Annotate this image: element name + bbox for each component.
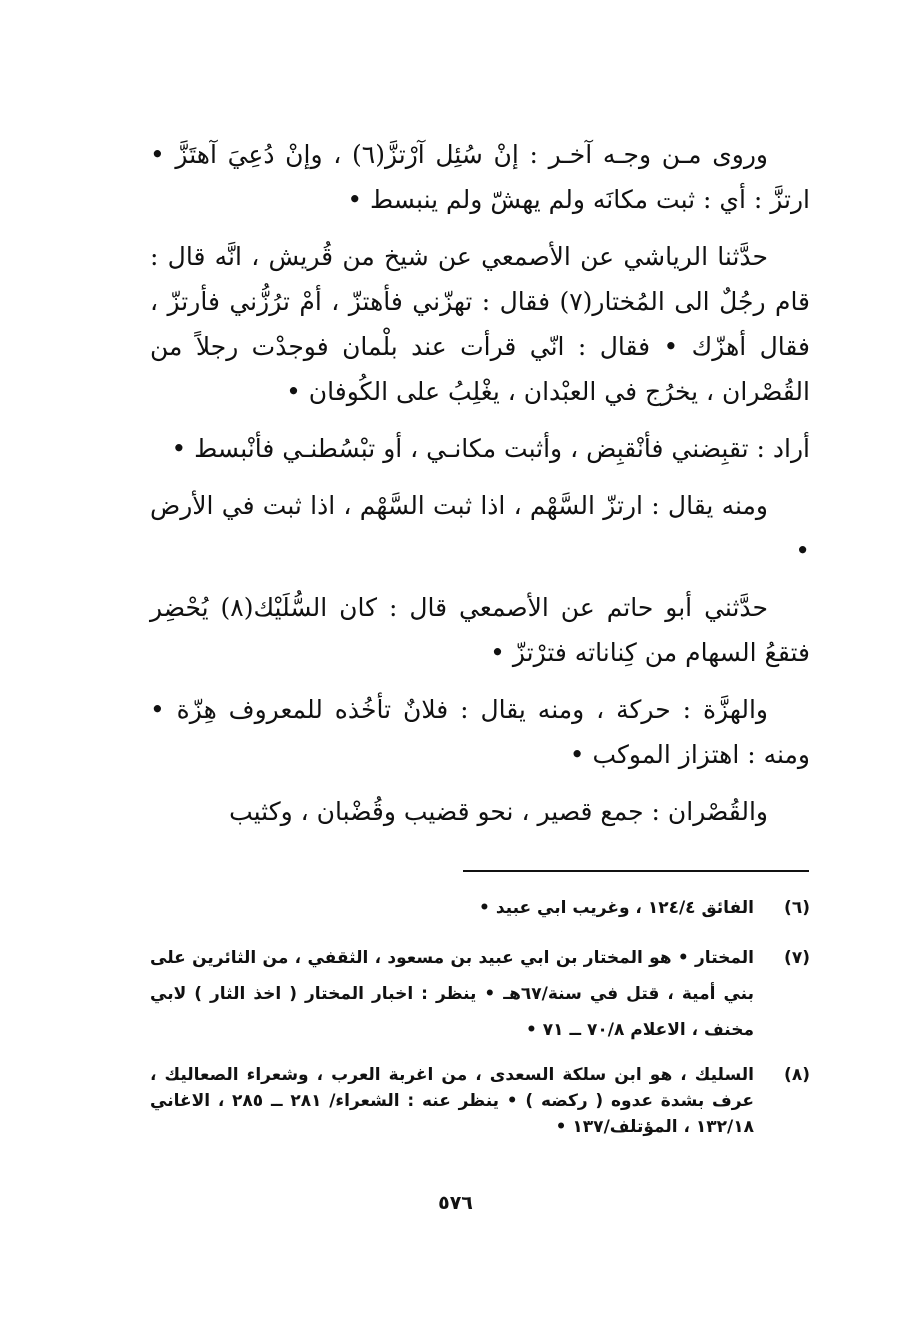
paragraph: والهزَّة : حركة ، ومنه يقال : فلانٌ تأخُذه للمعروف هِزّة • ومنه : اهتزاز الموكب • <box>150 695 810 769</box>
paragraph: حدَّثني أبو حاتم عن الأصمعي قال : كان السُّلَيْك(٨) يُحْضِر فتقعُ السهام من كِناناته فترْتزّ • <box>150 593 810 667</box>
footnote-number: (٧) <box>784 948 810 968</box>
footnote-number: (٦) <box>784 898 810 918</box>
footnote-text: المختار • هو المختار بن ابي عبيد بن مسعود ، الثقفي ، من الثائرين على بني أمية ، قتل في سنة/٦٧هـ • ينظر : اخبار المختار ( اخذ الثار ) لابي مخنف ، الاعلام ٧٠/٨ ــ ٧١ • <box>150 948 754 1040</box>
footnote-separator <box>463 870 809 872</box>
footnote-text: الفائق ١٢٤/٤ ، وغريب ابي عبيد • <box>479 898 754 918</box>
main-text <box>150 132 810 834</box>
footnote <box>150 940 810 1048</box>
page-number: ٥٧٦ <box>438 1192 473 1214</box>
paragraph: أراد : تقبِضني فأنْقبِض ، وأثبت مكانـي ، أو تبْسُطنـي فأنْبسط • <box>171 434 810 463</box>
footnote-text: السليك ، هو ابن سلكة السعدى ، من اغربة العرب ، وشعراء الصعاليك ، عرف بشدة عدوه ( ركضه ) • ينظر عنه : الشعراء/ ٢٨١ ــ ٢٨٥ ، الاغاني ١٣٢/١٨ ، المؤتلف/١٣٧ • <box>150 1065 754 1137</box>
footnote-number: (٨) <box>784 1065 810 1085</box>
paragraph: ومنه يقال : ارتزّ السَّهْم ، اذا ثبت السَّهْم ، اذا ثبت في الأرض • <box>150 491 810 565</box>
footnotes <box>150 890 810 1154</box>
footnote <box>150 1062 810 1140</box>
footnote <box>150 890 810 926</box>
paragraph: والقُصْران : جمع قصير ، نحو قضيب وقُضْبان ، وكثيب <box>229 797 768 826</box>
paragraph: حدَّثنا الرياشي عن الأصمعي عن شيخ من قُريش ، انَّه قال : قام رجُلٌ الى المُختار(٧) فقال : تهزّني فأهتزّ ، أمْ ترُزُّني فأرتزّ ، فقال أهزّك • فقال : انّي قرأت عند بلْمان فوجدْت رجلاً من القُصْران ، يخرُج في العبْدان ، يغْلِبُ على الكُوفان • <box>150 242 811 406</box>
paragraph: وروى مـن وجـه آخـر : إنْ سُئِل آرْتزَّ(٦) ، وإنْ دُعِيَ آهتَزَّ • ارتزَّ : أي : ثبت مكانَه ولم يهشّ ولم ينبسط • <box>150 140 810 214</box>
